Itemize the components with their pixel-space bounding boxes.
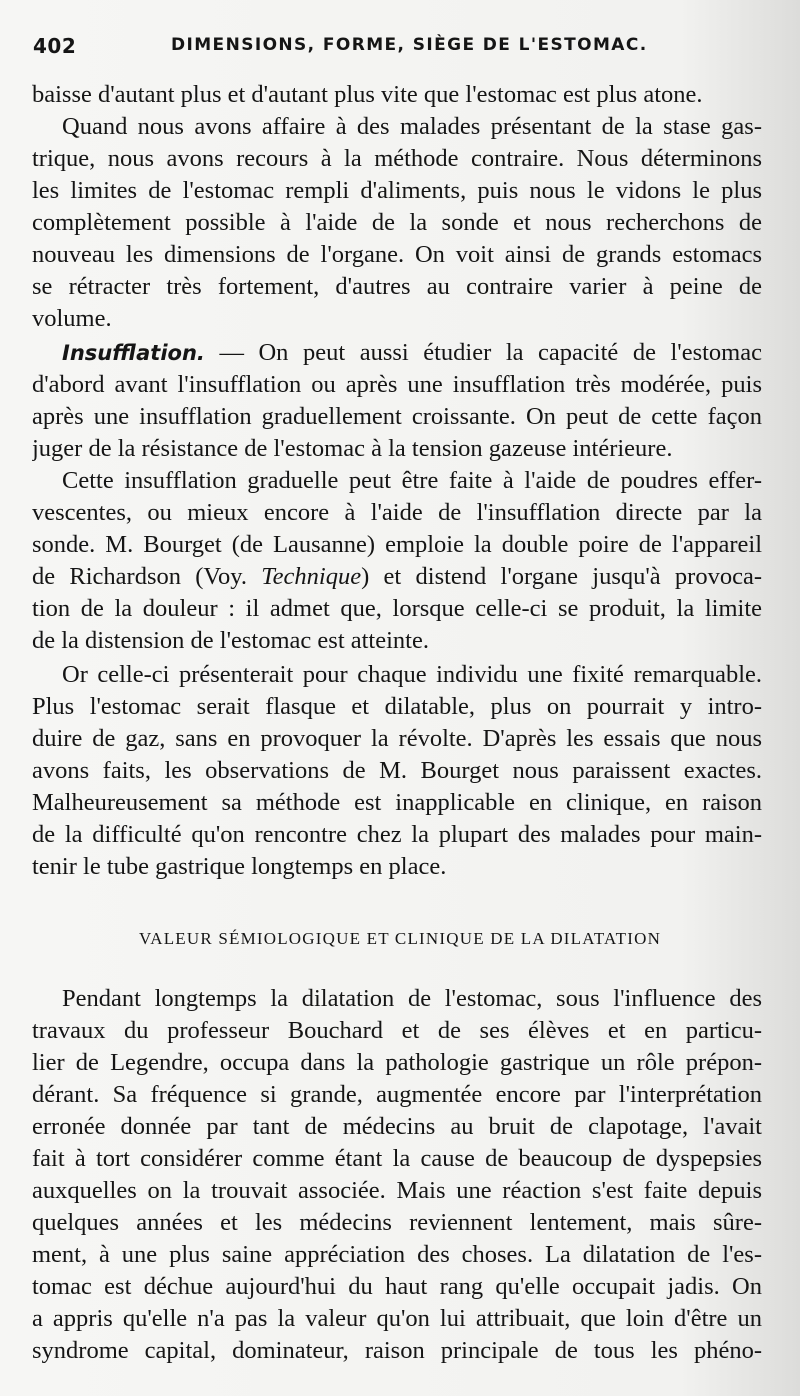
text-line: Quand nous avons affaire à des malades présentant de la stase gas- xyxy=(62,113,762,140)
text-line: ment, à une plus saine appréciation des choses. La dilatation de l'es- xyxy=(32,1241,762,1268)
section-heading: VALEUR SÉMIOLOGIQUE ET CLINIQUE DE LA DILATATION xyxy=(138,929,662,948)
text-line: baisse d'autant plus et d'autant plus vite que l'estomac est plus atone. xyxy=(32,81,703,108)
text-line: de la distension de l'estomac est atteinte. xyxy=(32,627,429,654)
text-fragment: ) et distend l'organe jusqu'à provoca- xyxy=(361,563,762,590)
text-line: les limites de l'estomac rempli d'aliments, puis nous le vidons le plus xyxy=(32,177,762,204)
text-line: erronée donnée par tant de médecins au bruit de clapotage, l'avait xyxy=(32,1113,762,1140)
richardson-line xyxy=(32,562,762,592)
insufflation-line xyxy=(62,338,762,368)
text-line: tion de la douleur : il admet que, lorsque celle-ci se produit, la limite xyxy=(32,595,762,622)
text-line: trique, nous avons recours à la méthode contraire. Nous déterminons xyxy=(32,145,762,172)
text-line: Plus l'estomac serait flasque et dilatable, plus on pourrait y intro- xyxy=(32,693,762,720)
text-line: sonde. M. Bourget (de Lausanne) emploie la double poire de l'appareil xyxy=(32,531,762,558)
text-line: Malheureusement sa méthode est inapplicable en clinique, en raison xyxy=(32,789,762,816)
text-line: de la difficulté qu'on rencontre chez la plupart des malades pour main- xyxy=(32,821,762,848)
text-line: lier de Legendre, occupa dans la pathologie gastrique un rôle prépon- xyxy=(32,1049,762,1076)
text-line: volume. xyxy=(32,305,112,332)
text-line: syndrome capital, dominateur, raison principale de tous les phéno- xyxy=(32,1337,762,1364)
text-line: Or celle-ci présenterait pour chaque individu une fixité remarquable. xyxy=(62,661,762,688)
technique-reference: Technique xyxy=(261,563,362,590)
text-line: juger de la résistance de l'estomac à la tension gazeuse intérieure. xyxy=(32,435,673,462)
insufflation-lead: — On peut aussi étudier la capacité de l'estomac xyxy=(219,339,762,366)
text-line: auxquelles on la trouvait associée. Mais une réaction s'est faite depuis xyxy=(32,1177,762,1204)
text-line: travaux du professeur Bouchard et de ses élèves et en particu- xyxy=(32,1017,762,1044)
text-line: quelques années et les médecins reviennent lentement, mais sûre- xyxy=(32,1209,762,1236)
text-line: a appris qu'elle n'a pas la valeur qu'on lui attribuait, que loin d'être un xyxy=(32,1305,762,1332)
insufflation-heading: Insufflation. xyxy=(62,341,205,365)
text-line: complètement possible à l'aide de la sonde et nous recherchons de xyxy=(32,209,762,236)
text-line: après une insufflation graduellement croissante. On peut de cette façon xyxy=(32,403,762,430)
text-line: Cette insufflation graduelle peut être faite à l'aide de poudres effer- xyxy=(62,467,762,494)
text-line: fait à tort considérer comme étant la cause de beaucoup de dyspepsies xyxy=(32,1145,762,1172)
text-line: duire de gaz, sans en provoquer la révolte. D'après les essais que nous xyxy=(32,725,762,752)
text-line: se rétracter très fortement, d'autres au contraire varier à peine de xyxy=(32,273,762,300)
running-title: DIMENSIONS, FORME, SIÈGE DE L'ESTOMAC. xyxy=(171,35,648,55)
text-line: avons faits, les observations de M. Bourget nous paraissent exactes. xyxy=(32,757,762,784)
page-number: 402 xyxy=(33,34,77,58)
text-line: dérant. Sa fréquence si grande, augmentée encore par l'interprétation xyxy=(32,1081,762,1108)
text-line: tomac est déchue aujourd'hui du haut rang qu'elle occupait jadis. On xyxy=(32,1273,762,1300)
text-line: nouveau les dimensions de l'organe. On voit ainsi de grands estomacs xyxy=(32,241,762,268)
page-header xyxy=(33,34,770,64)
text-line: Pendant longtemps la dilatation de l'estomac, sous l'influence des xyxy=(62,985,762,1012)
text-line: vescentes, ou mieux encore à l'aide de l'insufflation directe par la xyxy=(32,499,762,526)
text-line: tenir le tube gastrique longtemps en place. xyxy=(32,853,447,880)
text-line: d'abord avant l'insufflation ou après une insufflation très modérée, puis xyxy=(32,371,762,398)
text-fragment: de Richardson (Voy. xyxy=(32,563,248,590)
